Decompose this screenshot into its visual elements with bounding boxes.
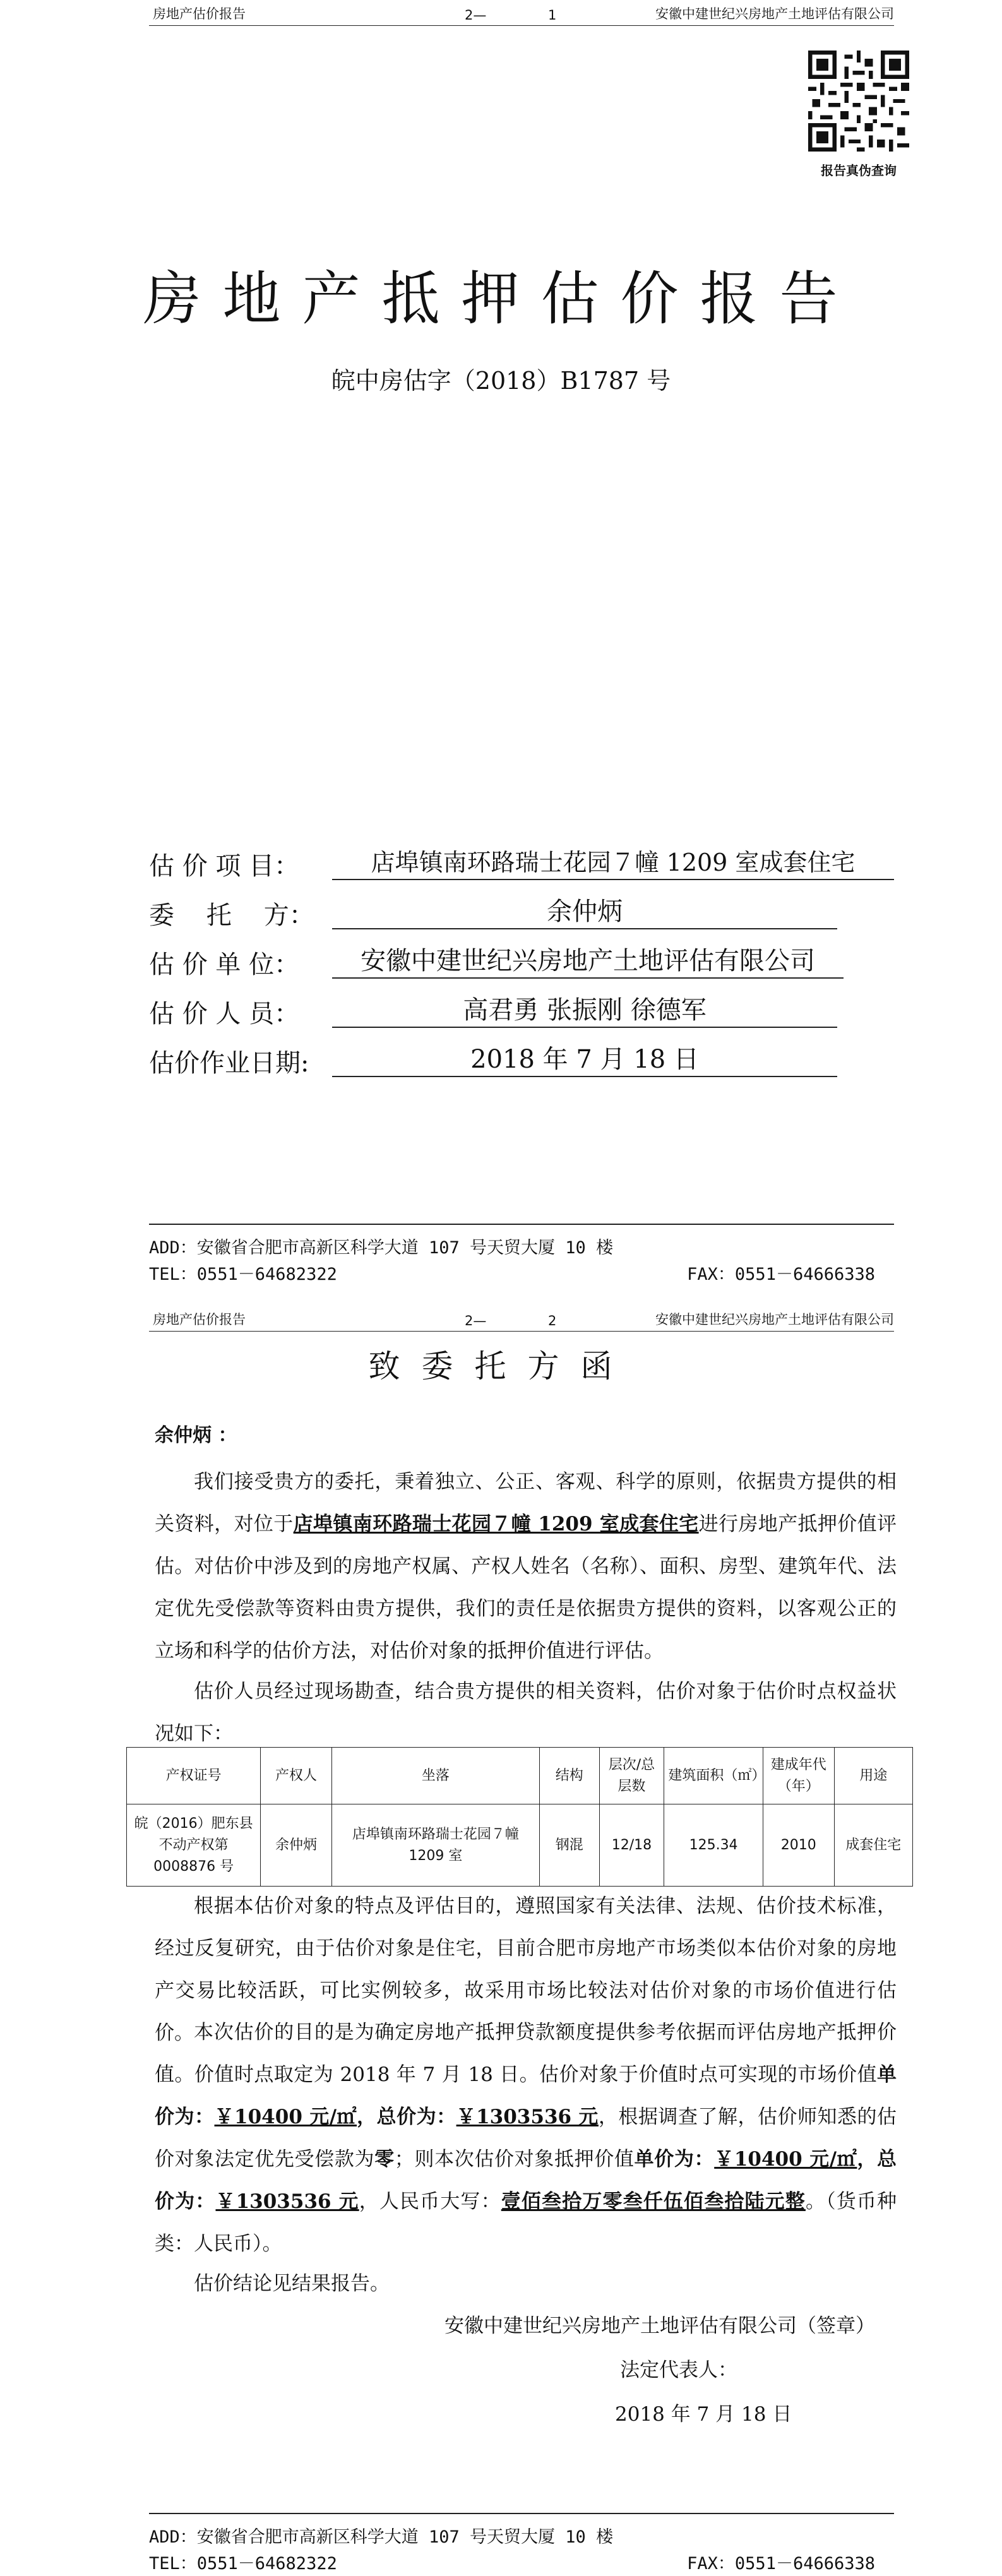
p4-text: 本次估价的目的是为确定房地产抵押贷款额度提供参考依据而评估房地产抵押价值。价值时点取定为 2018 年 7 月 18 日。估价对象于价值时点可实现的市场价值 — [155, 2021, 897, 2086]
property-table — [126, 1747, 913, 1887]
footer-divider — [149, 2513, 894, 2514]
footer-fax: FAX：0551－64666338 — [687, 1265, 875, 1284]
letter-title: 致委托方函 — [368, 1348, 634, 1385]
table-header-row — [127, 1748, 913, 1804]
table-cell: 钢混 — [539, 1804, 599, 1887]
p4-unit-label: 单价为： — [155, 2063, 897, 2128]
p4-total-value: ￥1303536 元 — [456, 2106, 599, 2128]
info-label: 委 托 方： — [149, 901, 314, 930]
table-header: 产权人 — [261, 1748, 331, 1804]
header-page-number: 1 — [548, 8, 557, 23]
page-header — [149, 1312, 894, 1332]
table-cell: 125.34 — [664, 1804, 763, 1887]
p4-text-e: 。（货币种类：人民币）。 — [155, 2190, 897, 2255]
p4-unit-value: ￥10400 元/㎡ — [214, 2106, 357, 2128]
header-right: 安徽中建世纪兴房地产土地评估有限公司 — [655, 6, 894, 21]
p4-text-d: ，人民币大写： — [359, 2190, 501, 2213]
page-header — [149, 6, 894, 26]
table-header: 层次/总层数 — [599, 1748, 664, 1804]
info-label: 估价作业日期: — [149, 1049, 309, 1078]
header-right: 安徽中建世纪兴房地产土地评估有限公司 — [655, 1312, 894, 1327]
info-value-date: 2018 年 7 月 18 日 — [332, 1043, 837, 1077]
salutation: 余仲炳 ： — [155, 1424, 237, 1446]
p1-text: 我们接受贵方的委托，秉着独立、公正、客观、科学的原则，依据贵方提供的相关资料，对位于 — [155, 1470, 897, 1535]
table-header: 结构 — [539, 1748, 599, 1804]
signature-company: 安徽中建世纪兴房地产土地评估有限公司（签章） — [444, 2315, 875, 2337]
table-header: 建成年代（年） — [763, 1748, 834, 1804]
paragraph-2: 估价人员经过现场勘查，结合贵方提供的相关资料，估价对象于估价时点权益状况如下： — [155, 1680, 897, 1745]
p4-text-b: ，根据调查了解，估价师知悉的估价对象法定优先受偿款为 — [155, 2106, 897, 2171]
footer-fax: FAX：0551－64666338 — [687, 2554, 875, 2573]
p4-total-label: ，总价为： — [357, 2106, 456, 2128]
p4-unit-value-2: ￥10400 元/㎡ — [714, 2148, 857, 2171]
info-value-client: 余仲炳 — [332, 895, 837, 929]
table-cell: 2010 — [763, 1804, 834, 1887]
footer-address: ADD：安徽省合肥市高新区科学大道 107 号天贸大厦 10 楼 — [149, 1238, 614, 1258]
header-page-prefix: 2— — [465, 8, 487, 23]
paragraph-3: 根据本估价对象的特点及评估目的，遵照国家有关法律、法规、估价技术标准，经过反复研究，由于估价对象是住宅，目前合肥市房地产市场类似本估价对象的房地产交易比较活跃，可比实例较多，故采用市场比较法对估价对象的市场价值进行估价。 — [155, 1895, 897, 2044]
signature-date: 2018 年 7 月 18 日 — [615, 2403, 792, 2426]
header-left: 房地产估价报告 — [153, 1312, 246, 1327]
paragraph-1 — [155, 1461, 897, 1673]
table-header: 产权证号 — [127, 1748, 261, 1804]
info-label: 估 价 项 目： — [149, 852, 300, 881]
p4-capital-amount: 壹佰叁拾万零叁仟伍佰叁拾陆元整 — [501, 2190, 806, 2213]
document-number: 皖中房估字（2018）B1787 号 — [331, 367, 671, 395]
p4-text-c: ；则本次估价对象抵押价值 — [394, 2148, 635, 2171]
report-title: 房地产抵押估价报告 — [143, 265, 859, 333]
info-label: 估 价 人 员： — [149, 999, 300, 1029]
table-cell: 皖（2016）肥东县不动产权第0008876 号 — [127, 1804, 261, 1887]
table-cell: 余仲炳 — [261, 1804, 331, 1887]
p1-text-rest: 进行房地产抵押价值评估。对估价中涉及到的房地产权属、产权人姓名（名称）、面积、房型、建筑年代、法定优先受偿款等资料由贵方提供，我们的责任是依据贵方提供的资料，以客观公正的立场和科学的估价方法，对估价对象的抵押价值进行评估。 — [155, 1513, 897, 1662]
qr-caption: 报告真伪查询 — [821, 163, 897, 178]
header-page-prefix: 2— — [465, 1313, 487, 1328]
info-value-appraisers: 高君勇 张振刚 徐德军 — [332, 994, 837, 1028]
footer-tel: TEL：0551－64682322 — [149, 2554, 337, 2573]
info-value-project: 店埠镇南环路瑞士花园７幢 1209 室成套住宅 — [332, 846, 894, 880]
qr-code-icon[interactable] — [808, 51, 909, 152]
p1-property-name: 店埠镇南环路瑞士花园７幢 1209 室成套住宅 — [293, 1513, 699, 1535]
table-cell: 12/18 — [599, 1804, 664, 1887]
footer-tel: TEL：0551－64682322 — [149, 1265, 337, 1284]
p4-zero: 零 — [374, 2148, 395, 2171]
table-cell: 店埠镇南环路瑞士花园７幢 1209 室 — [331, 1804, 539, 1887]
table-header: 用途 — [834, 1748, 912, 1804]
p4-total-label-2: ，总价为： — [155, 2148, 897, 2213]
paragraph-5: 估价结论见结果报告。 — [194, 2272, 390, 2295]
p4-total-value-2: ￥1303536 元 — [215, 2190, 359, 2213]
signature-representative: 法定代表人： — [620, 2359, 737, 2382]
table-header: 坐落 — [331, 1748, 539, 1804]
table-row — [127, 1804, 913, 1887]
info-value-unit: 安徽中建世纪兴房地产土地评估有限公司 — [332, 945, 844, 979]
header-left: 房地产估价报告 — [153, 6, 246, 21]
info-label: 估 价 单 位： — [149, 950, 300, 979]
table-header: 建筑面积（㎡） — [664, 1748, 763, 1804]
footer-divider — [149, 1224, 894, 1225]
p4-unit-label-2: 单价为： — [634, 2148, 715, 2171]
paragraph-4 — [155, 2012, 897, 2265]
table-cell: 成套住宅 — [834, 1804, 912, 1887]
header-page-number: 2 — [548, 1313, 557, 1328]
footer-address: ADD：安徽省合肥市高新区科学大道 107 号天贸大厦 10 楼 — [149, 2527, 614, 2547]
